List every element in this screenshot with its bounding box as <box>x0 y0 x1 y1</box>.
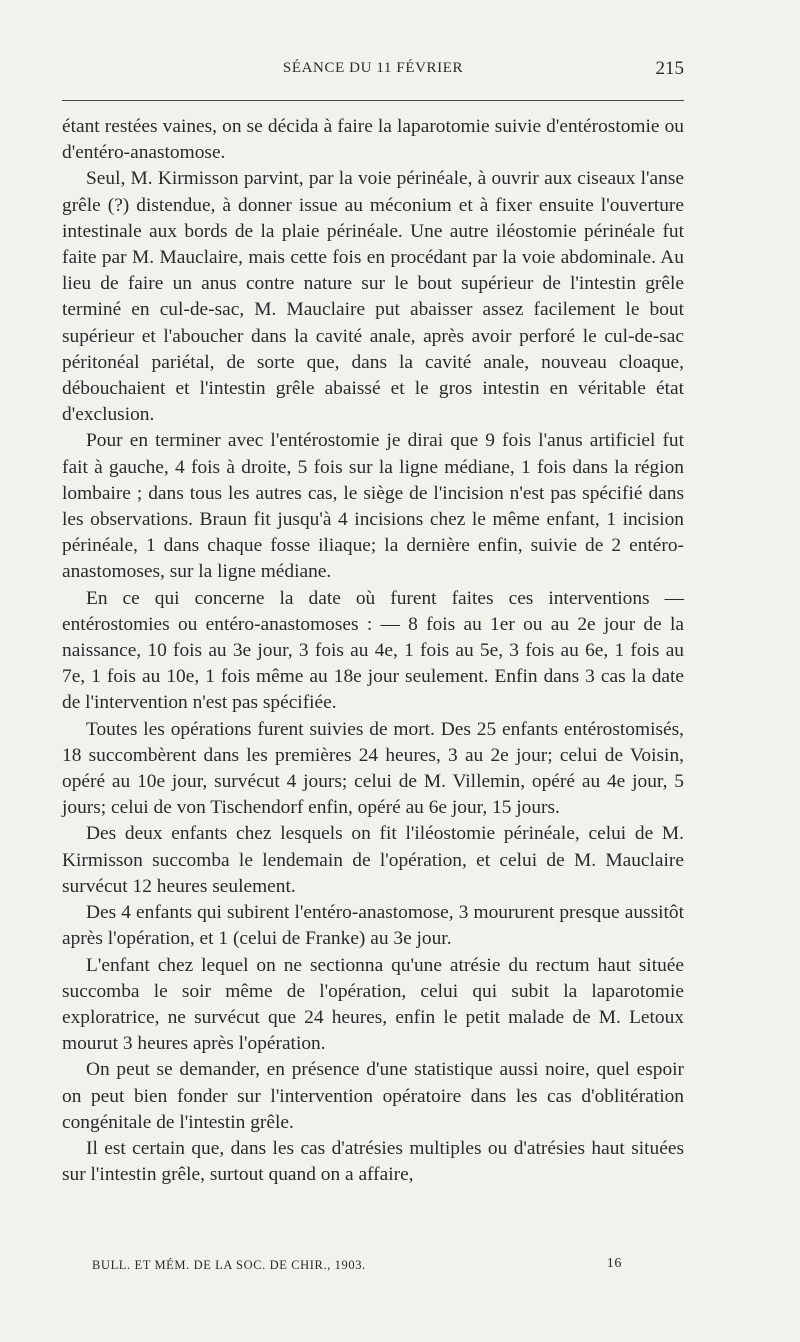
page-number: 215 <box>655 58 684 79</box>
paragraph: Il est certain que, dans les cas d'atrésies multiples ou d'atrésies haut situées sur l'intestin grêle, surtout quand on a affaire, <box>62 1137 684 1186</box>
body-text <box>62 114 684 1188</box>
paragraph: En ce qui concerne la date où furent faites ces interventions — entérostomies ou entéro-anastomoses : — 8 fois au 1er ou au 2e jour de la naissance, 10 fois au 3e jour, 3 fois au 4e, 1 fois au 5e, 3 fois au 6e, 1 fois au 7e, 1 fois au 10e, 1 fois même au 18e jour seulement. Enfin dans 3 cas la date de l'intervention n'est pas spécifiée. <box>62 587 684 714</box>
paragraph: Seul, M. Kirmisson parvint, par la voie périnéale, à ouvrir aux ciseaux l'anse grêle (?) distendue, à donner issue au méconium et à fixer ensuite l'ouverture intestinale aux bords de la plaie périnéale. Une autre iléostomie périnéale fut faite par M. Mauclaire, mais cette fois en procédant par la voie abdominale. Au lieu de faire un anus contre nature sur le bout supérieur de l'intestin grêle terminé en cul-de-sac, M. Mauclaire put abaisser assez facilement le bout supérieur et l'aboucher dans la cavité anale, après avoir perforé le cul-de-sac péritonéal pariétal, de sorte que, dans la cavité anale, nouveau cloaque, débouchaient et l'intestin grêle abaissé et le gros intestin en véritable état d'exclusion. <box>62 168 684 426</box>
paragraph: L'enfant chez lequel on ne sectionna qu'une atrésie du rectum haut située succomba le soir même de l'opération, celui qui subit la laparotomie exploratrice, ne survécut que 24 heures, enfin le petit malade de M. Letoux mourut 3 heures après l'opération. <box>62 954 684 1055</box>
paragraph: Des 4 enfants qui subirent l'entéro-anastomose, 3 moururent presque aussitôt après l'opération, et 1 (celui de Franke) au 3e jour. <box>62 902 684 950</box>
running-title: SÉANCE DU 11 FÉVRIER <box>282 60 464 76</box>
paragraph: On peut se demander, en présence d'une statistique aussi noire, quel espoir on peut bien fonder sur l'intervention opératoire dans les cas d'oblitération congénitale de l'intestin grêle. <box>62 1059 684 1133</box>
journal-citation: BULL. ET MÉM. DE LA SOC. DE CHIR., 1903. <box>92 1258 366 1272</box>
header-rule <box>62 100 684 101</box>
paragraph: Toutes les opérations furent suivies de mort. Des 25 enfants entérostomisés, 18 succombèrent dans les premières 24 heures, 3 au 2e jour; celui de Voisin, opéré au 10e jour, survécut 4 jours; celui de M. Villemin, opéré au 4e jour, 5 jours; celui de von Tischendorf enfin, opéré au 6e jour, 15 jours. <box>62 718 684 819</box>
paragraph: étant restées vaines, on se décida à faire la laparotomie suivie d'entérostomie ou d'entéro-anastomose. <box>62 116 684 164</box>
paragraph: Pour en terminer avec l'entérostomie je dirai que 9 fois l'anus artificiel fut fait à gauche, 4 fois à droite, 5 fois sur la ligne médiane, 1 fois dans la région lombaire ; dans tous les autres cas, le siège de l'incision n'est pas spécifié dans les observations. Braun fit jusqu'à 4 incisions chez le même enfant, 1 incision périnéale, 1 dans chaque fosse iliaque; la dernière enfin, suivie de 2 entéro-anastomoses, sur la ligne médiane. <box>62 430 684 583</box>
signature-mark: 16 <box>606 1256 622 1271</box>
running-head <box>62 60 684 86</box>
paragraph: Des deux enfants chez lesquels on fit l'iléostomie périnéale, celui de M. Kirmisson succomba le lendemain de l'opération, et celui de M. Mauclaire survécut 12 heures seulement. <box>62 823 684 897</box>
